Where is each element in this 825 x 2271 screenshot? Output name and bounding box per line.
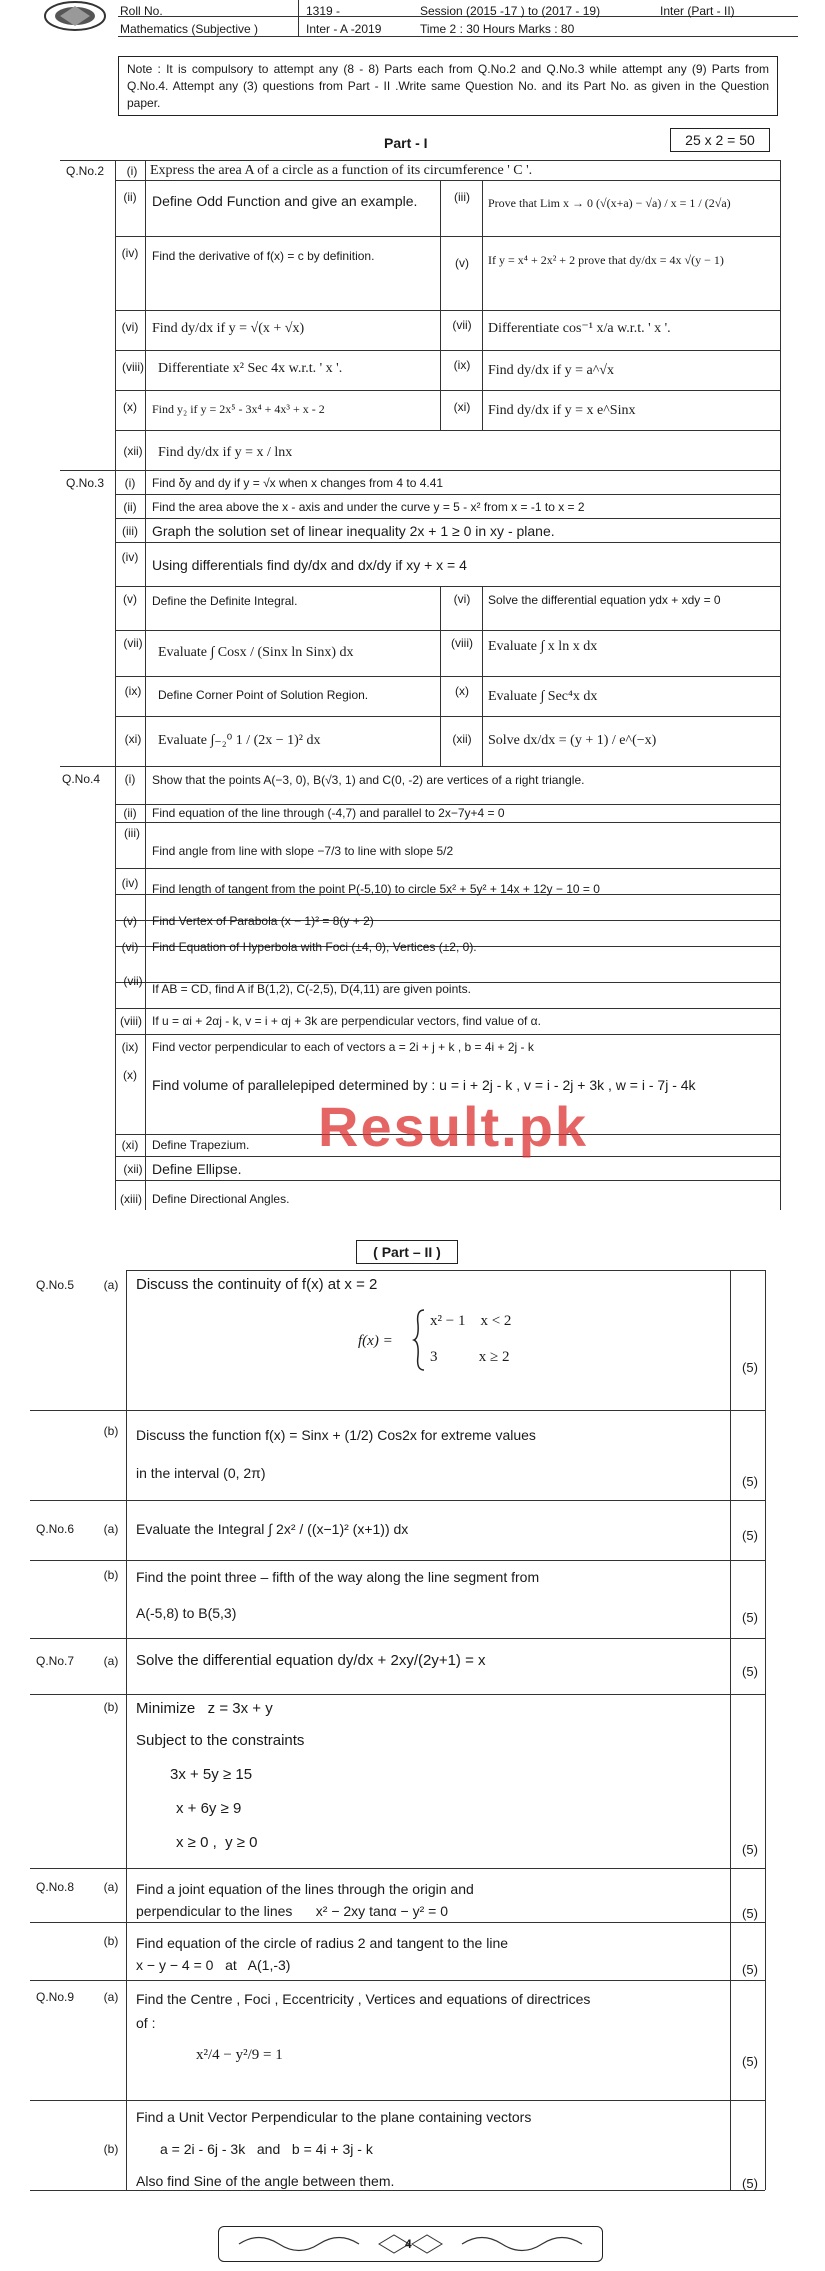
- q3-x-num: (x): [455, 684, 469, 698]
- q3-xi-text: Evaluate ∫₋₂⁰ 1 / (2x − 1)² dx: [158, 733, 321, 748]
- q3-v-text: Define the Definite Integral.: [152, 594, 298, 608]
- q2-ix-num: (ix): [453, 358, 471, 372]
- q2-iii-text: Prove that Lim x → 0 (√(x+a) − √a) / x = 1 / (2√a): [488, 196, 731, 210]
- q5b-line-1: Discuss the function f(x) = Sinx + (1/2) Cos2x for extreme values: [136, 1427, 536, 1443]
- piecewise-brace-icon: [412, 1308, 426, 1372]
- q5a-fx: f(x) =: [358, 1333, 393, 1349]
- q2-i-text: Express the area A of a circle as a function of its circumference ' C '.: [150, 163, 533, 178]
- q4-viii-text: If u = αi + 2αj - k, v = i + αj + 3k are perpendicular vectors, find value of α.: [152, 1014, 541, 1028]
- q4-x-num: (x): [123, 1068, 137, 1082]
- q8a-line-2: perpendicular to the lines x² − 2xy tanα − y² = 0: [136, 1903, 448, 1919]
- q9a-part: (a): [103, 1990, 119, 2004]
- instructions-note: Note : It is compulsory to attempt any (8 - 8) Parts each from Q.No.2 and Q.No.3 while attempt any (9) Parts from Q.No.4. Attempt any (3) questions from Part - II .Write same Question No. and its Part No. as given in the Question paper.: [118, 56, 778, 116]
- q2-iv-text: Find the derivative of f(x) = c by definition.: [152, 249, 375, 263]
- q7b-constraint-2: x + 6y ≥ 9: [176, 1800, 242, 1817]
- q5b-marks: (5): [742, 1474, 758, 1489]
- part-1-title: Part - I: [384, 135, 428, 151]
- header-logo: [40, 0, 110, 32]
- q8-label: Q.No.8: [36, 1880, 75, 1894]
- q7b-marks: (5): [742, 1842, 758, 1857]
- q3-viii-num: (viii): [451, 636, 473, 650]
- q4-v-num: (v): [123, 914, 137, 928]
- q4-xii-num: (xii): [123, 1162, 143, 1176]
- subject-title: Mathematics (Subjective ): [120, 22, 259, 36]
- q9a-line-1: Find the Centre , Foci , Eccentricity , Vertices and equations of directrices: [136, 1991, 591, 2007]
- q9a-line-2: of :: [136, 2015, 156, 2031]
- q4-vi-num: (vi): [121, 940, 139, 954]
- q9b-marks: (5): [742, 2176, 758, 2191]
- q4-x-text: Find volume of parallelepiped determined by : u = i + 2j - k , v = i - 2j + 3k , w = i - 7j - 4k: [152, 1077, 696, 1093]
- q7a-marks: (5): [742, 1664, 758, 1679]
- q7b-part: (b): [103, 1700, 119, 1714]
- q4-ii-num: (ii): [123, 806, 137, 820]
- q9b-line-3: Also find Sine of the angle between them.: [136, 2173, 395, 2189]
- q6-label: Q.No.6: [36, 1522, 75, 1536]
- q6b-marks: (5): [742, 1610, 758, 1625]
- q2-vi-num: (vi): [121, 320, 139, 334]
- q3-ix-num: (ix): [124, 684, 142, 698]
- q3-ix-text: Define Corner Point of Solution Region.: [158, 688, 369, 702]
- q2-v-text: If y = x⁴ + 2x² + 2 prove that dy/dx = 4x √(y − 1): [488, 253, 724, 267]
- q6a-text: Evaluate the Integral ∫ 2x² / ((x−1)² (x+1)) dx: [136, 1521, 409, 1537]
- q6b-line-2: A(-5,8) to B(5,3): [136, 1605, 237, 1621]
- session-label: Session (2015 -17 ) to (2017 - 19): [420, 4, 601, 18]
- q3-vi-num: (vi): [453, 592, 471, 606]
- q5a-case-1: x² − 1 x < 2: [430, 1313, 512, 1329]
- q2-xi-text: Find dy/dx if y = x e^Sinx: [488, 403, 636, 418]
- board-seal-icon: [40, 0, 110, 32]
- q2-iii-num: (iii): [454, 190, 470, 204]
- q4-xiii-text: Define Directional Angles.: [152, 1192, 290, 1206]
- q7b-line-1: Minimize z = 3x + y: [136, 1700, 273, 1717]
- q4-iii-text: Find angle from line with slope −7/3 to line with slope 5/2: [152, 844, 454, 858]
- q8b-marks: (5): [742, 1962, 758, 1977]
- q8a-line-1: Find a joint equation of the lines through the origin and: [136, 1881, 474, 1897]
- paper-code: 1319 -: [306, 4, 341, 18]
- q4-i-text: Show that the points A(−3, 0), B(√3, 1) and C(0, -2) are vertices of a right triangle.: [152, 773, 585, 787]
- q4-v-text: Find Vertex of Parabola (x − 1)² = 8(y + 2): [152, 914, 374, 928]
- q9b-line-1: Find a Unit Vector Perpendicular to the plane containing vectors: [136, 2109, 532, 2125]
- q3-vi-text: Solve the differential equation ydx + xdy = 0: [488, 593, 721, 607]
- q2-ii-num: (ii): [123, 190, 137, 204]
- q3-iv-text: Using differentials find dy/dx and dx/dy if xy + x = 4: [152, 557, 467, 573]
- q4-i-num: (i): [124, 772, 136, 786]
- q2-vii-text: Differentiate cos⁻¹ x/a w.r.t. ' x '.: [488, 321, 671, 336]
- q3-label: Q.No.3: [66, 476, 105, 490]
- q4-iv-text: Find length of tangent from the point P(-5,10) to circle 5x² + 5y² + 14x + 12y − 10 = 0: [152, 882, 600, 896]
- q2-x-num: (x): [123, 400, 137, 414]
- q5b-part: (b): [103, 1424, 119, 1438]
- q2-label: Q.No.2: [66, 164, 105, 178]
- q2-iv-num: (iv): [121, 246, 139, 260]
- q8a-marks: (5): [742, 1906, 758, 1921]
- q2-ii-text: Define Odd Function and give an example.: [152, 193, 418, 209]
- q4-ii-text: Find equation of the line through (-4,7) and parallel to 2x−7y+4 = 0: [152, 806, 505, 820]
- result-pk-watermark: Result.pk: [318, 1095, 589, 1158]
- q4-ix-text: Find vector perpendicular to each of vectors a = 2i + j + k , b = 4i + 2j - k: [152, 1040, 534, 1054]
- q3-iii-num: (iii): [122, 524, 138, 538]
- q4-vii-text: If AB = CD, find A if B(1,2), C(-2,5), D(4,11) are given points.: [152, 982, 471, 996]
- q8b-part: (b): [103, 1934, 119, 1948]
- q9a-equation: x²/4 − y²/9 = 1: [196, 2047, 283, 2063]
- q4-xi-num: (xi): [121, 1138, 139, 1152]
- q2-ix-text: Find dy/dx if y = a^√x: [488, 363, 614, 378]
- q2-v-num: (v): [455, 256, 469, 270]
- roll-no-label: Roll No.: [120, 4, 163, 18]
- q7-label: Q.No.7: [36, 1654, 75, 1668]
- part-2-title: ( Part – II ): [356, 1240, 458, 1264]
- q4-vii-num: (vii): [123, 974, 143, 988]
- q5a-case-2: 3 x ≥ 2: [430, 1349, 510, 1365]
- footer-ornament: [218, 2226, 603, 2262]
- q3-iii-text: Graph the solution set of linear inequality 2x + 1 ≥ 0 in xy - plane.: [152, 523, 555, 539]
- q2-xii-num: (xii): [123, 444, 143, 458]
- q6b-part: (b): [103, 1568, 119, 1582]
- q2-i-num: (i): [126, 164, 138, 178]
- q2-viii-text: Differentiate x² Sec 4x w.r.t. ' x '.: [158, 361, 343, 376]
- q4-xii-text: Define Ellipse.: [152, 1161, 242, 1177]
- q3-v-num: (v): [123, 592, 137, 606]
- q5a-text: Discuss the continuity of f(x) at x = 2: [136, 1276, 378, 1293]
- q2-viii-num: (viii): [122, 360, 144, 374]
- time-marks: Time 2 : 30 Hours Marks : 80: [420, 22, 575, 36]
- q3-i-text: Find δy and dy if y = √x when x changes from 4 to 4.41: [152, 476, 444, 490]
- q3-vii-num: (vii): [123, 636, 143, 650]
- q4-iii-num: (iii): [124, 826, 140, 840]
- q3-i-num: (i): [124, 476, 136, 490]
- q4-vi-text: Find Equation of Hyperbola with Foci (±4, 0), Vertices (±2, 0).: [152, 940, 477, 954]
- q5a-marks: (5): [742, 1360, 758, 1375]
- q5-label: Q.No.5: [36, 1278, 75, 1292]
- q7a-part: (a): [103, 1654, 119, 1668]
- q9b-part: (b): [103, 2142, 119, 2156]
- inter-label: Inter - A -2019: [306, 22, 382, 36]
- q7b-constraint-3: x ≥ 0 , y ≥ 0: [176, 1834, 258, 1851]
- part-1-marks-box: 25 x 2 = 50: [670, 128, 770, 152]
- q2-xii-text: Find dy/dx if y = x / lnx: [158, 445, 293, 460]
- q2-xi-num: (xi): [453, 400, 471, 414]
- q2-vii-num: (vii): [452, 318, 472, 332]
- q3-table: [60, 470, 780, 766]
- q9a-marks: (5): [742, 2054, 758, 2069]
- q9-label: Q.No.9: [36, 1990, 75, 2004]
- q4-ix-num: (ix): [121, 1040, 139, 1054]
- q9b-line-2: a = 2i - 6j - 3k and b = 4i + 3j - k: [160, 2141, 373, 2157]
- q7a-text: Solve the differential equation dy/dx + 2xy/(2y+1) = x: [136, 1652, 486, 1669]
- q3-x-text: Evaluate ∫ Sec⁴x dx: [488, 689, 598, 704]
- q3-xii-num: (xii): [452, 732, 472, 746]
- q8b-line-2: x − y − 4 = 0 at A(1,-3): [136, 1957, 291, 1973]
- q3-ii-num: (ii): [123, 500, 137, 514]
- q7b-constraint-1: 3x + 5y ≥ 15: [170, 1766, 253, 1783]
- q2-vi-text: Find dy/dx if y = √(x + √x): [152, 321, 305, 336]
- q8b-line-1: Find equation of the circle of radius 2 and tangent to the line: [136, 1935, 509, 1951]
- q4-xiii-num: (xiii): [120, 1192, 142, 1206]
- q4-iv-num: (iv): [121, 876, 139, 890]
- q5a-part: (a): [103, 1278, 119, 1292]
- q2-x-text: Find y₂ if y = 2x⁵ - 3x⁴ + 4x³ + x - 2: [152, 402, 325, 416]
- q4-label: Q.No.4: [62, 772, 101, 786]
- q6a-part: (a): [103, 1522, 119, 1536]
- q3-iv-num: (iv): [121, 550, 139, 564]
- q6a-marks: (5): [742, 1528, 758, 1543]
- q3-xi-num: (xi): [124, 732, 142, 746]
- page-number: 4: [405, 2237, 412, 2251]
- q8a-part: (a): [103, 1880, 119, 1894]
- q4-viii-num: (viii): [120, 1014, 142, 1028]
- q4-xi-text: Define Trapezium.: [152, 1138, 250, 1152]
- q5b-line-2: in the interval (0, 2π): [136, 1465, 266, 1481]
- q7b-line-2: Subject to the constraints: [136, 1732, 305, 1749]
- q6b-line-1: Find the point three – fifth of the way along the line segment from: [136, 1569, 540, 1585]
- q3-xii-text: Solve dx/dx = (y + 1) / e^(−x): [488, 733, 657, 748]
- q3-viii-text: Evaluate ∫ x ln x dx: [488, 639, 598, 654]
- q3-ii-text: Find the area above the x - axis and under the curve y = 5 - x² from x = -1 to x = 2: [152, 500, 585, 514]
- q3-vii-text: Evaluate ∫ Cosx / (Sinx ln Sinx) dx: [158, 645, 354, 660]
- group-label: Inter (Part - II): [660, 4, 735, 18]
